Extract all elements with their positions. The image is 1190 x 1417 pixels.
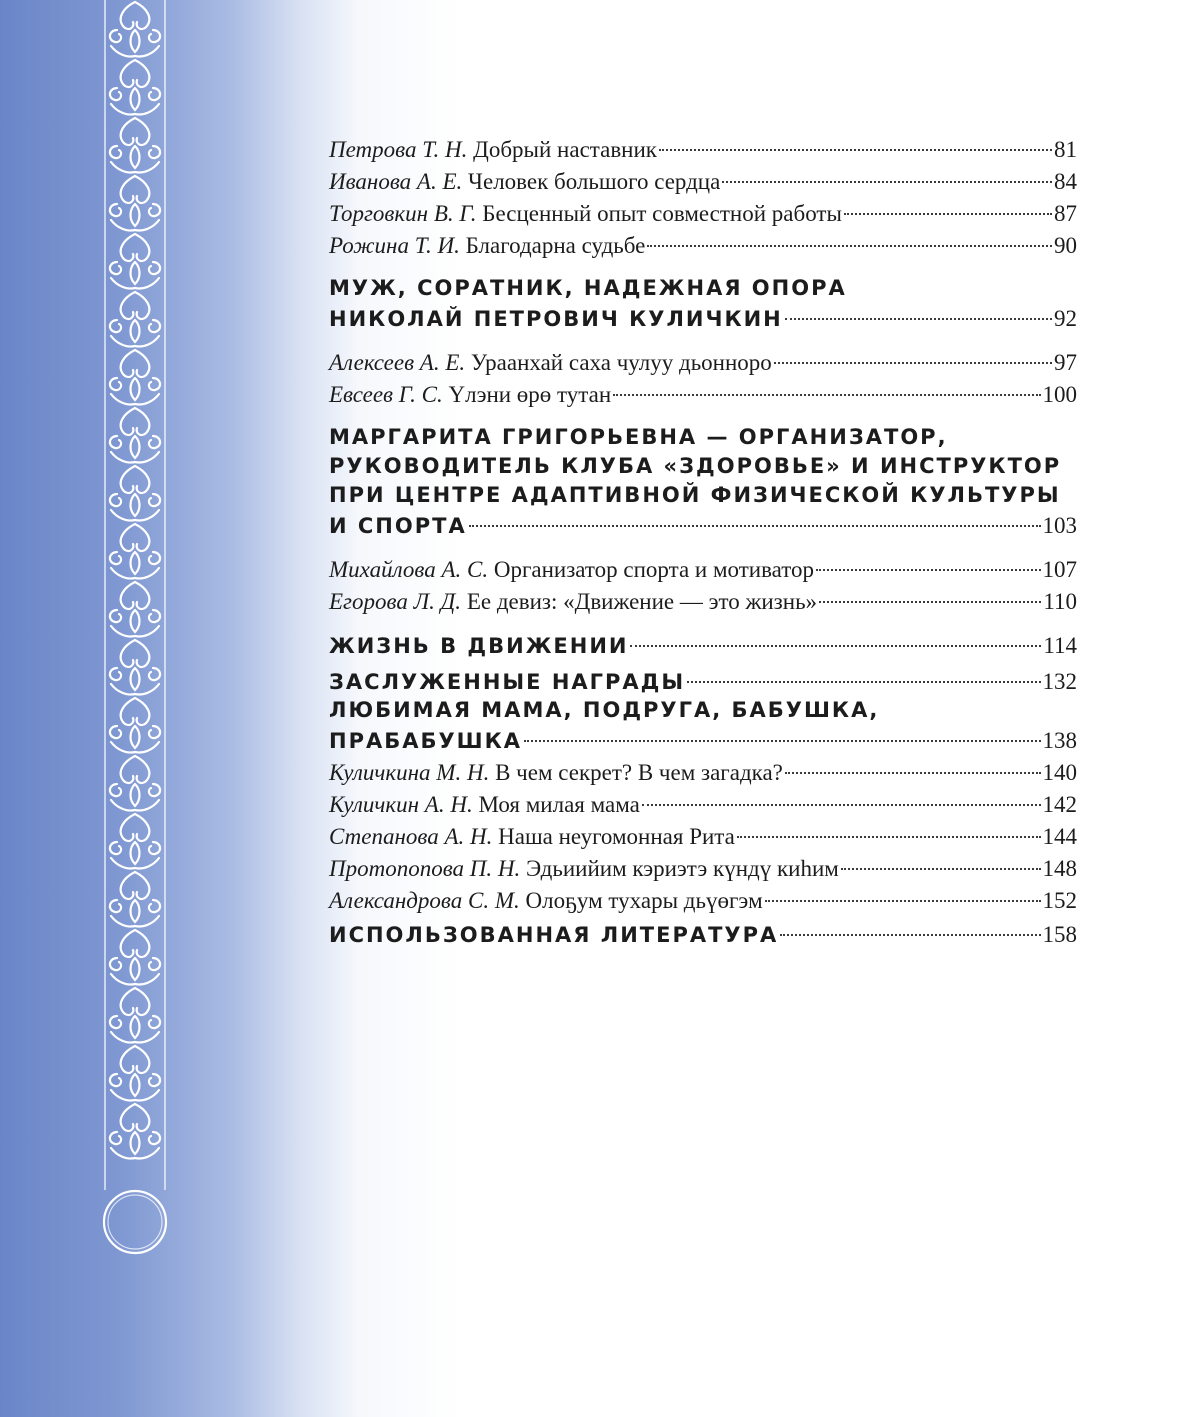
entry-page: 152 (1042, 888, 1077, 913)
section-title-line: НИКОЛАЙ ПЕТРОВИЧ КУЛИЧКИН (329, 307, 783, 331)
dot-leader (469, 504, 1041, 527)
toc-section-mother[interactable] (329, 696, 1077, 755)
toc-section-margarita[interactable] (329, 423, 1077, 540)
dot-leader (780, 913, 1040, 936)
entry-title: Человек большого сердца (468, 169, 721, 194)
entry-page: 148 (1042, 856, 1077, 881)
section-page: 138 (1042, 728, 1077, 753)
entry-title: Олоҕум тухары дьүөгэм (525, 888, 763, 913)
entry-title: Благодарна судьбе (465, 233, 646, 258)
toc-section-literature[interactable] (329, 919, 1077, 949)
entry-page: 110 (1043, 589, 1077, 614)
dot-leader (722, 158, 1052, 183)
section-page: 158 (1042, 922, 1077, 947)
dot-leader (816, 546, 1040, 571)
entry-page: 142 (1042, 792, 1077, 817)
entry-title: Организатор спорта и мотиватор (493, 557, 815, 582)
entry-author: Степанова А. Н. (329, 824, 493, 849)
dot-leader (785, 749, 1041, 774)
dot-leader (765, 877, 1041, 902)
dot-leader (613, 371, 1040, 396)
entry-title: Үлэни өрө тутан (448, 382, 612, 407)
dot-leader (687, 660, 1040, 683)
toc-section-life[interactable] (329, 630, 1077, 660)
entry-author: Иванова А. Е. (329, 169, 463, 194)
toc-entry[interactable] (329, 228, 1077, 260)
dot-leader (524, 719, 1040, 742)
entry-author: Егорова Л. Д. (329, 589, 462, 614)
dot-leader (630, 624, 1041, 647)
toc-entry[interactable] (329, 883, 1077, 915)
dot-leader (659, 126, 1052, 151)
entry-page: 87 (1054, 201, 1077, 226)
dot-leader (647, 222, 1052, 247)
entry-author: Протопопова П. Н. (329, 856, 521, 881)
section-title-line: И СПОРТА (329, 514, 467, 538)
dot-leader (819, 578, 1041, 603)
section-page: 92 (1054, 306, 1077, 331)
entry-title: Добрый наставник (473, 137, 657, 162)
entry-title: Бесценный опыт совместной работы (482, 201, 842, 226)
table-of-contents (329, 132, 1077, 949)
section-title: ЗАСЛУЖЕННЫЕ НАГРАДЫ (329, 670, 686, 694)
entry-author: Александрова С. М. (329, 888, 520, 913)
entry-author: Рожина Т. И. (329, 233, 460, 258)
toc-section-awards[interactable] (329, 666, 1077, 696)
entry-title: Эдьиийим кэриэтэ күндү киһим (526, 856, 839, 881)
entry-author: Алексеев А. Е. (329, 350, 466, 375)
entry-author: Евсеев Г. С. (329, 382, 443, 407)
entry-author: Петрова Т. Н. (329, 137, 468, 162)
dot-leader (774, 339, 1052, 364)
entry-title: Наша неугомонная Рита (498, 824, 735, 849)
entry-page: 81 (1054, 137, 1077, 162)
section-title: ИСПОЛЬЗОВАННАЯ ЛИТЕРАТУРА (329, 923, 779, 947)
section-title-line: МАРГАРИТА ГРИГОРЬЕВНА — ОРГАНИЗАТОР, (329, 425, 948, 449)
entry-title: Ураанхай саха чулуу дьонноро (470, 350, 772, 375)
toc-entry[interactable] (329, 584, 1077, 616)
dot-leader (785, 297, 1052, 320)
entry-page: 100 (1042, 382, 1077, 407)
section-title-line: ЛЮБИМАЯ МАМА, ПОДРУГА, БАБУШКА, (329, 698, 880, 722)
entry-page: 90 (1054, 233, 1077, 258)
entry-author: Куличкина М. Н. (329, 760, 490, 785)
dot-leader (737, 813, 1041, 838)
entry-title: Ее девиз: «Движение — это жизнь» (466, 589, 818, 614)
section-page: 103 (1042, 513, 1077, 538)
entry-page: 107 (1042, 557, 1077, 582)
entry-page: 144 (1042, 824, 1077, 849)
entry-author: Михайлова А. С. (329, 557, 489, 582)
entry-title: В чем секрет? В чем загадка? (495, 760, 783, 785)
section-title-line: ПРИ ЦЕНТРЕ АДАПТИВНОЙ ФИЗИЧЕСКОЙ КУЛЬТУРЫ (329, 483, 1061, 507)
entry-page: 84 (1054, 169, 1077, 194)
section-page: 114 (1043, 633, 1077, 658)
dot-leader (642, 781, 1041, 806)
dot-leader (844, 190, 1052, 215)
entry-page: 97 (1054, 350, 1077, 375)
section-title: ЖИЗНЬ В ДВИЖЕНИИ (329, 634, 629, 658)
entry-author: Куличкин А. Н. (329, 792, 473, 817)
entry-page: 140 (1042, 760, 1077, 785)
dot-leader (841, 845, 1041, 870)
section-title-line: РУКОВОДИТЕЛЬ КЛУБА «ЗДОРОВЬЕ» И ИНСТРУКТОР (329, 454, 1062, 478)
section-title-line: ПРАБАБУШКА (329, 729, 523, 753)
entry-author: Торговкин В. Г. (329, 201, 477, 226)
toc-section-husband[interactable] (329, 274, 1077, 333)
entry-title: Моя милая мама (478, 792, 640, 817)
section-page: 132 (1042, 669, 1077, 694)
toc-entry[interactable] (329, 377, 1077, 409)
decorative-ornament-border (95, 0, 175, 1417)
section-title-line: МУЖ, СОРАТНИК, НАДЕЖНАЯ ОПОРА (329, 276, 847, 300)
